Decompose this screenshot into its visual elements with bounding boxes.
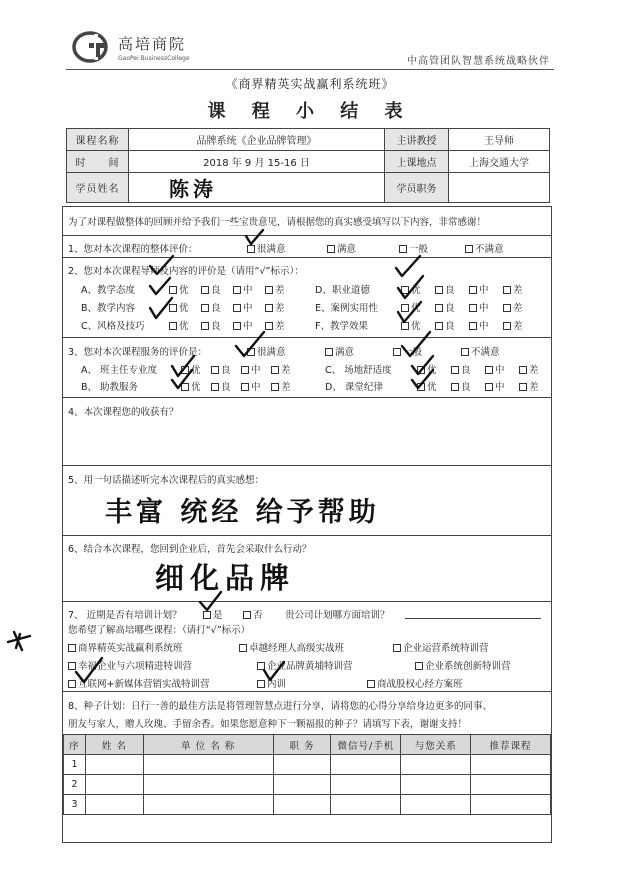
row-number: 1 (64, 755, 86, 775)
q1-option-2[interactable]: 一般 (399, 241, 428, 255)
q1-option-3[interactable]: 不满意 (465, 241, 504, 255)
q8-text-b: 朋友与家人，赠人玫瑰、手留余香。如果您愿意种下一颗福报的种子？请填写下表，谢谢支持！ (68, 719, 468, 730)
table-header: 推荐课程 (471, 735, 551, 755)
logo-en-text: GaoPei BusinessCollege (118, 54, 190, 62)
grade-label: 中 (243, 285, 253, 296)
table-header: 微信号/手机 (331, 735, 401, 755)
q2-criterion-left: C、风格及技巧 (81, 321, 145, 332)
q6-handwritten-answer[interactable]: 细化品牌 (155, 561, 296, 595)
logo-cn-text: 高培商院 (118, 34, 187, 53)
grade-label: 差 (281, 382, 291, 393)
intro-text: 为了对课程做整体的回顾并给予我们一些宝贵意见，请根据您的真实感受填写以下内容，非常感谢！ (68, 217, 487, 228)
q7-yes[interactable]: 是 (203, 607, 223, 621)
check-mark (264, 662, 284, 680)
q3-criterion-right: D、 课堂纪律 (325, 382, 383, 393)
grade-label: 良 (221, 382, 231, 393)
grade-label: 优 (427, 382, 437, 393)
grade-label: 良 (211, 321, 221, 332)
q7-text-b: 贵公司计划哪方面培训？ (285, 610, 390, 621)
check-mark (398, 302, 421, 322)
check-mark (412, 356, 433, 374)
q3-option-2[interactable]: 一般 (393, 344, 422, 358)
q2-criterion-right: F、教学效果 (315, 321, 368, 332)
grade-label: 优 (411, 321, 421, 332)
table-header: 序 (64, 735, 86, 755)
grade-label: 差 (513, 285, 523, 296)
grade-label: 优 (179, 285, 189, 296)
grade-label: 优 (411, 303, 421, 314)
q2-criterion-right: E、案例实用性 (315, 303, 379, 314)
q8-text-a: 8、种子计划：日行一善的最佳方法是将管理智慧点进行分享，请将您的心得分享给身边更多的同事、 (68, 701, 493, 712)
grade-label: 差 (275, 285, 285, 296)
teacher-value[interactable]: 王导师 (449, 129, 550, 151)
q5-handwritten-answer[interactable]: 丰富 统经 给予帮助 (105, 497, 380, 528)
q3-text: 3、您对本次课程服务的评价是： (68, 347, 208, 358)
grade-label: 良 (445, 321, 455, 332)
grade-label: 中 (495, 382, 505, 393)
grade-label: 中 (251, 365, 261, 376)
student-label: 学员姓名 (67, 173, 129, 203)
place-label: 上课地点 (385, 151, 449, 173)
check-mark (150, 256, 173, 274)
course-series-name: 《商界精英实战赢利系统班》 (225, 77, 395, 91)
teacher-label: 主讲教授 (385, 129, 449, 151)
grade-label: 中 (251, 382, 261, 393)
margin-scribble (8, 632, 30, 650)
q7-text-a: 7、 近期是否有培训计划？ (68, 610, 182, 621)
course-option-label: 幸福企业与六项精进特训营 (78, 661, 193, 672)
q3-criterion-right: C、 场地舒适度 (325, 365, 392, 376)
grade-label: 差 (513, 303, 523, 314)
table-header: 与您关系 (401, 735, 471, 755)
course-option-label: 企业运营系统特训营 (403, 643, 489, 654)
q7-no[interactable]: 否 (243, 607, 263, 621)
table-header: 职 务 (273, 735, 331, 755)
q2-criterion-right: D、职业道德 (315, 285, 370, 296)
row-number: 2 (64, 775, 86, 795)
q3-criterion-left: B、 助教服务 (81, 382, 139, 393)
position-label: 学员职务 (385, 173, 449, 203)
grade-label: 优 (411, 285, 421, 296)
grade-label: 良 (211, 285, 221, 296)
grade-label: 中 (495, 365, 505, 376)
grade-label: 优 (191, 382, 201, 393)
check-mark (200, 592, 221, 610)
grade-label: 良 (211, 303, 221, 314)
grade-label: 优 (179, 303, 189, 314)
grade-label: 良 (461, 382, 471, 393)
table-header: 单 位 名 称 (143, 735, 273, 755)
q2-text: 2、您对本次课程导师及内容的评价是（请用“√”标示）： (68, 266, 304, 277)
check-mark (236, 332, 264, 356)
q4-text: 4、本次课程您的收获有？ (68, 407, 179, 418)
grade-label: 良 (461, 365, 471, 376)
course-label: 课程名称 (67, 129, 129, 151)
student-name-handwriting: 陈涛 (169, 177, 217, 201)
q3-option-0[interactable]: 很满意 (247, 344, 286, 358)
q1-option-0[interactable]: 很满意 (247, 241, 286, 255)
course-option-label: 互联网+新媒体营销实战特训营 (78, 679, 210, 690)
check-mark (150, 278, 170, 294)
q6-text: 6、结合本次课程，您回到企业后，首先会采取什么行动？ (68, 544, 312, 555)
grade-label: 中 (479, 321, 489, 332)
course-option-label: 内训 (267, 679, 287, 690)
grade-label: 差 (281, 365, 291, 376)
grade-label: 优 (179, 321, 189, 332)
q7-text-c: 您希望了解高培哪些课程：（请打“√”标示） (68, 625, 251, 636)
place-value[interactable]: 上海交通大学 (449, 151, 550, 173)
q2-criterion-left: A、教学态度 (81, 285, 135, 296)
grade-label: 差 (529, 365, 539, 376)
q5-text: 5、用一句话描述听完本次课程后的真实感想： (68, 475, 265, 486)
time-label: 时 间 (67, 151, 129, 173)
q2-criterion-left: B、教学内容 (81, 303, 136, 314)
q1-text: 1、您对本次课程的整体评价： (68, 244, 198, 255)
table-header: 姓 名 (85, 735, 143, 755)
q3-option-1[interactable]: 满意 (325, 344, 354, 358)
course-value[interactable]: 品牌系统《企业品牌管理》 (129, 129, 385, 151)
grade-label: 良 (445, 303, 455, 314)
check-mark (398, 276, 423, 298)
course-option-label: 商战股权心经方案班 (377, 679, 463, 690)
course-option-label: 卓越经理人高级实战班 (249, 643, 345, 654)
check-mark (396, 256, 420, 276)
grade-label: 优 (191, 365, 201, 376)
q1-option-1[interactable]: 满意 (327, 241, 356, 255)
grade-label: 中 (243, 321, 253, 332)
grade-label: 差 (275, 321, 285, 332)
q3-criterion-left: A、 班主任专业度 (81, 365, 158, 376)
course-option-label: 企业品牌黄埔特训营 (267, 661, 353, 672)
check-mark (402, 332, 430, 356)
tagline: 中高管团队智慧系统战略伙伴 (407, 56, 550, 67)
q3-option-3[interactable]: 不满意 (461, 344, 500, 358)
grade-label: 差 (275, 303, 285, 314)
grade-label: 良 (445, 285, 455, 296)
row-number: 3 (64, 795, 86, 815)
grade-label: 良 (221, 365, 231, 376)
grade-label: 差 (529, 382, 539, 393)
course-option-label: 商界精英实战赢利系统班 (78, 643, 183, 654)
time-value[interactable]: 2018 年 9 月 15-16 日 (129, 151, 385, 173)
check-mark (246, 230, 263, 244)
page-title: 课 程 小 结 表 (207, 101, 413, 122)
check-mark (76, 658, 102, 682)
grade-label: 中 (479, 303, 489, 314)
check-mark (150, 298, 172, 318)
check-mark (412, 370, 433, 388)
course-option-label: 企业系统创新特训营 (425, 661, 511, 672)
grade-label: 中 (243, 303, 253, 314)
grade-label: 中 (479, 285, 489, 296)
grade-label: 差 (513, 321, 523, 332)
grade-label: 优 (427, 365, 437, 376)
